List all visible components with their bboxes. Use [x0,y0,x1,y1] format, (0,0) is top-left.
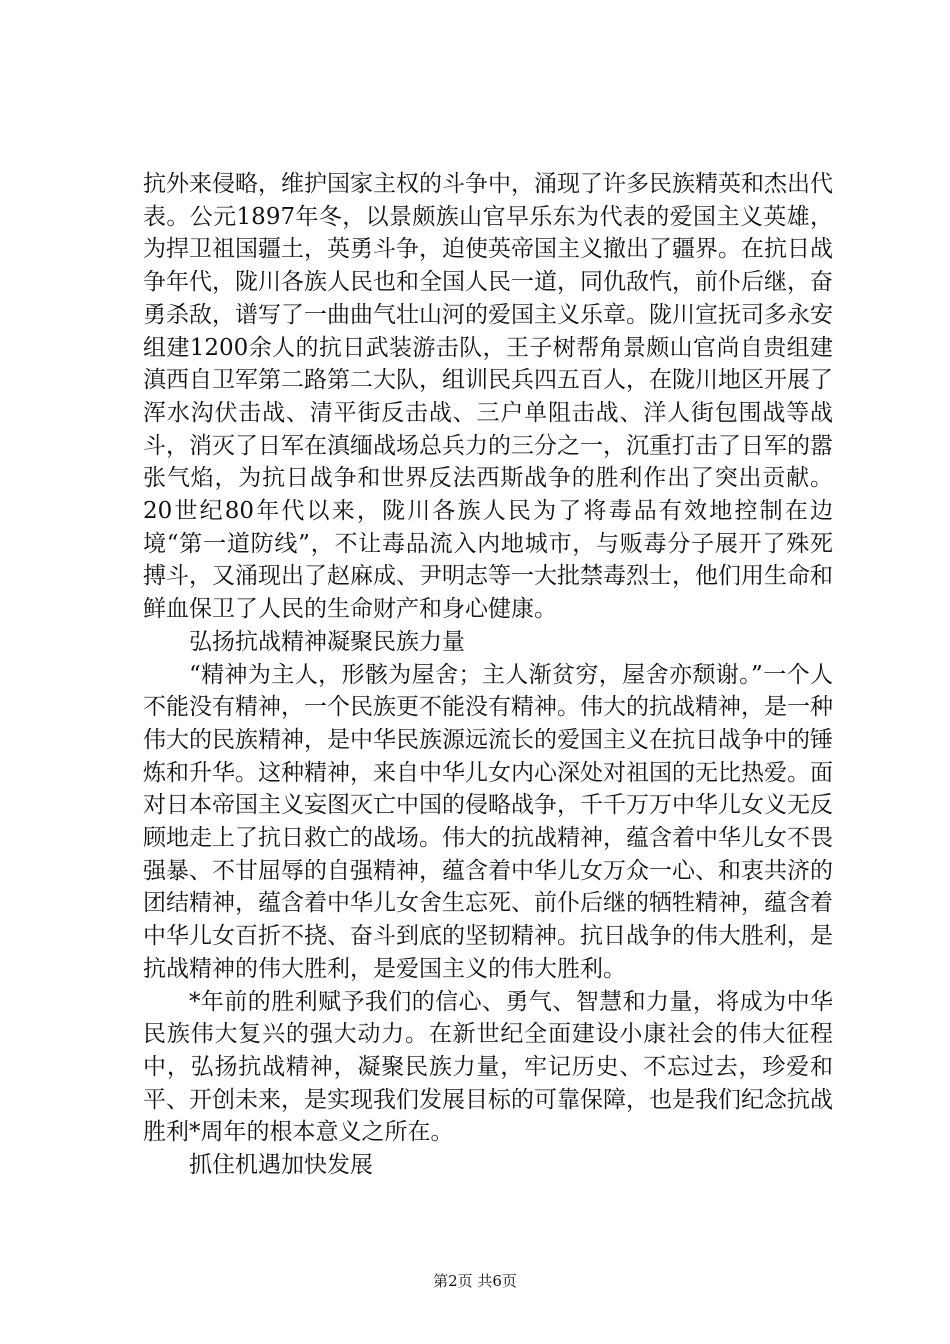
section-heading: 抓住机遇加快发展 [189,1152,373,1179]
body-paragraph: *年前的胜利赋予我们的信心、勇气、智慧和力量，将成为中华民族伟大复兴的强大动力。在新世纪全面建设小康社会的伟大征程中，弘扬抗战精神，凝聚民族力量，牢记历史、不忘过去，珍爱和平、开创未来，是实现我们发展目标的可靠保障，也是我们纪念抗战胜利*周年的根本意义之所在。 [143,988,833,1146]
body-paragraph: 抗外来侵略，维护国家主权的斗争中，涌现了许多民族精英和杰出代表。公元1897年冬，以景颇族山官早乐东为代表的爱国主义英雄，为捍卫祖国疆土，英勇斗争，迫使英帝国主义撤出了疆界。在抗日战争年代，陇川各族人民也和全国人民一道，同仇敌忾，前仆后继，奋勇杀敌，谱写了一曲曲气壮山河的爱国主义乐章。陇川宣抚司多永安组建1200余人的抗日武装游击队，王子树帮角景颇山官尚自贵组建滇西自卫军第二路第二大队，组训民兵四五百人，在陇川地区开展了浑水沟伏击战、清平街反击战、三户单阻击战、洋人街包围战等战斗，消灭了日军在滇缅战场总兵力的三分之一，沉重打击了日军的嚣张气焰，为抗日战争和世界反法西斯战争的胜利作出了突出贡献。20世纪80年代以来，陇川各族人民为了将毒品有效地控制在边境“第一道防线”，不让毒品流入内地城市，与贩毒分子展开了殊死搏斗，又涌现出了赵麻成、尹明志等一大批禁毒烈士，他们用生命和鲜血保卫了人民的生命财产和身心健康。 [143,171,833,623]
section-heading: 弘扬抗战精神凝聚民族力量 [189,628,465,655]
document-body [143,168,833,1182]
body-paragraph: “精神为主人，形骸为屋舍；主人渐贫穷，屋舍亦颓谢。”一个人不能没有精神，一个民族更不能没有精神。伟大的抗战精神，是一种伟大的民族精神，是中华民族源远流长的爱国主义在抗日战争中的锤炼和升华。这种精神，来自中华儿女内心深处对祖国的无比热爱。面对日本帝国主义妄图灭亡中国的侵略战争，千千万万中华儿女义无反顾地走上了抗日救亡的战场。伟大的抗战精神，蕴含着中华儿女不畏强暴、不甘屈辱的自强精神，蕴含着中华儿女万众一心、和衷共济的团结精神，蕴含着中华儿女舍生忘死、前仆后继的牺牲精神，蕴含着中华儿女百折不挠、奋斗到底的坚韧精神。抗日战争的伟大胜利，是抗战精神的伟大胜利，是爱国主义的伟大胜利。 [143,661,833,982]
page-number-footer: 第2页 共6页 [433,1272,517,1290]
